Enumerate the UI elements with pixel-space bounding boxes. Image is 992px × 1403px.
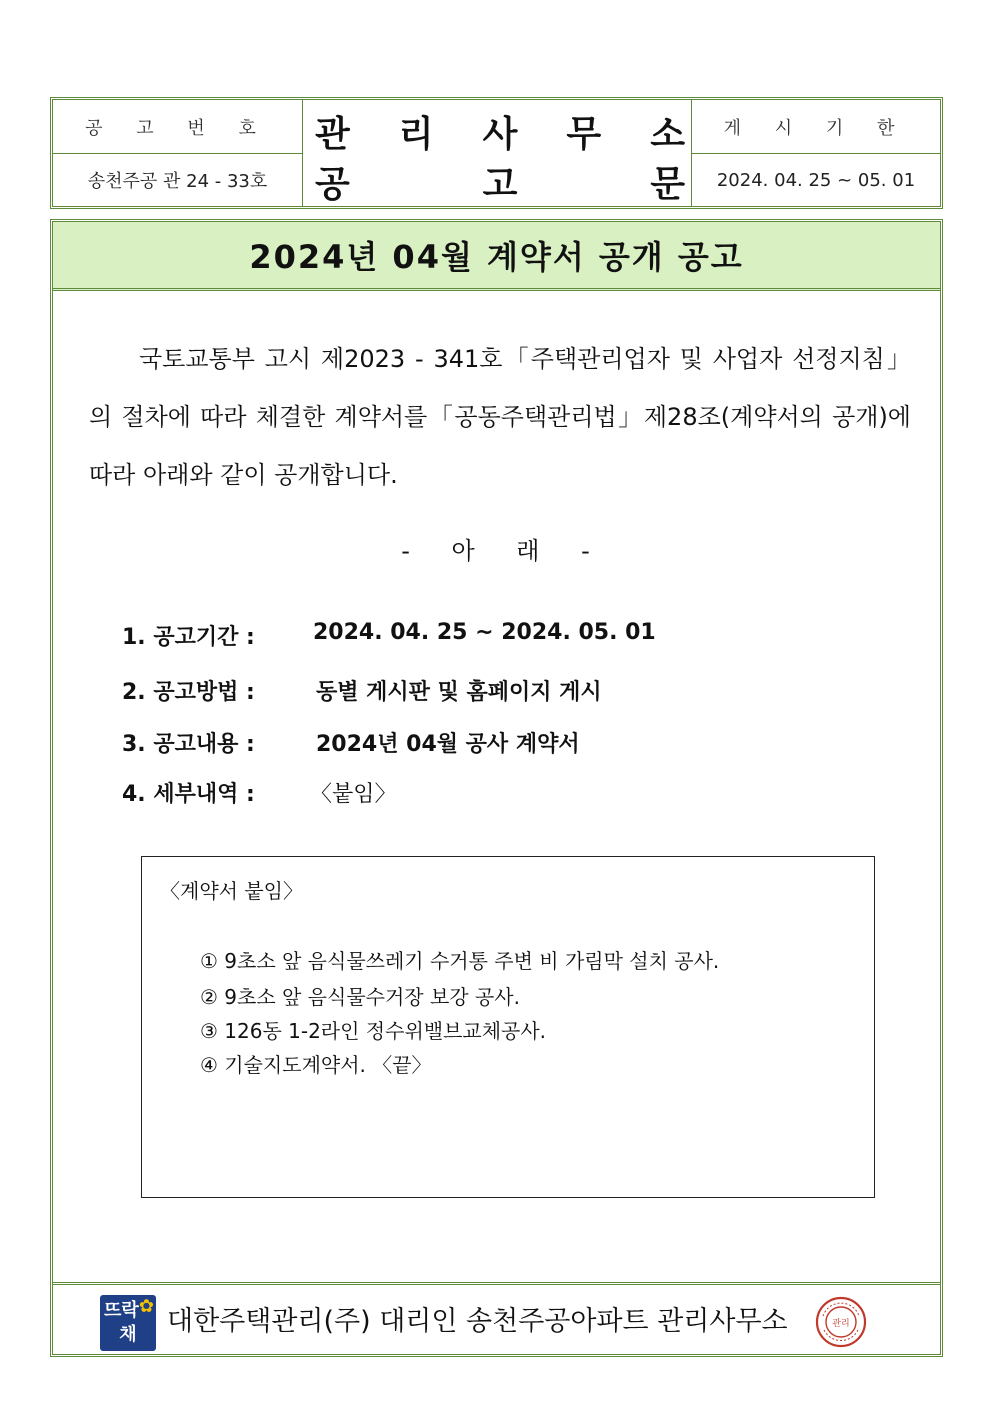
item-row <box>122 777 397 808</box>
intro-paragraph <box>89 330 911 504</box>
notice-heading: 2024년 04월 계약서 공개 공고 <box>53 222 940 291</box>
issuer-text: 대한주택관리(주) 대리인 송천주공아파트 관리사무소 <box>167 1306 788 1337</box>
item-key: 1. 공고기간 : <box>122 625 255 650</box>
attachment-item: ③ 126동 1-2라인 정수위밸브교체공사. <box>200 1019 547 1043</box>
ttrakchae-logo: ✿ 뜨락 채 <box>100 1295 156 1351</box>
item-row <box>122 620 656 651</box>
posting-period-label: 게 시 기 한 <box>723 117 909 139</box>
notice-title <box>315 156 685 207</box>
intro-text: 국토교통부 고시 제2023 - 341호「주택관리업자 및 사업자 선정지침」의 절차에 따라 체결한 계약서를「공동주택관리법」제28조(계약서의 공개)에 따라 아래와 같이 공개합니다. <box>89 345 911 489</box>
office-title <box>315 106 685 157</box>
notice-body-frame <box>50 219 943 1357</box>
title-char: 사 <box>482 114 518 155</box>
below-marker: - 아 래 - <box>401 537 592 565</box>
item-row <box>122 675 602 706</box>
title-char: 공 <box>315 164 350 205</box>
flower-icon: ✿ <box>138 1296 154 1317</box>
title-char: 무 <box>566 114 602 155</box>
notice-number-value-cell <box>53 154 302 206</box>
attachment-item: ④ 기술지도계약서. 〈끝〉 <box>200 1053 432 1077</box>
item-row <box>122 727 580 758</box>
item-value: 동별 게시판 및 홈페이지 게시 <box>316 680 602 705</box>
posting-period-label-cell <box>692 100 940 153</box>
item-key: 2. 공고방법 : <box>122 680 255 705</box>
notice-number-label-cell <box>53 100 302 153</box>
notice-header-table <box>50 97 943 209</box>
item-key: 3. 공고내용 : <box>122 732 255 757</box>
title-char: 소 <box>650 114 685 155</box>
item-value: 2024년 04월 공사 계약서 <box>316 732 580 757</box>
title-char: 리 <box>398 114 434 155</box>
attachment-item: ① 9초소 앞 음식물쓰레기 수거통 주변 비 가림막 설치 공사. <box>200 949 720 973</box>
notice-number-label: 공 고 번 호 <box>85 117 270 139</box>
divider <box>302 100 303 206</box>
posting-period-value: 2024. 04. 25 ~ 05. 01 <box>716 169 916 191</box>
item-value: 2024. 04. 25 ~ 2024. 05. 01 <box>313 620 656 645</box>
attachment-item: ② 9초소 앞 음식물수거장 보강 공사. <box>200 985 520 1009</box>
footer <box>53 1285 940 1357</box>
title-char: 고 <box>482 164 518 205</box>
title-char: 관 <box>315 114 350 155</box>
item-key: 4. 세부내역 : <box>122 782 255 807</box>
notice-number-value: 송천주공 관 24 - 33호 <box>87 171 268 192</box>
svg-text:관리: 관리 <box>832 1319 850 1329</box>
attachment-box <box>141 856 875 1198</box>
official-seal-icon <box>815 1296 867 1348</box>
attachment-title: 〈계약서 붙임〉 <box>160 879 303 903</box>
title-char: 문 <box>650 164 685 205</box>
posting-period-value-cell <box>692 154 940 206</box>
item-value: 〈붙임〉 <box>310 782 397 807</box>
